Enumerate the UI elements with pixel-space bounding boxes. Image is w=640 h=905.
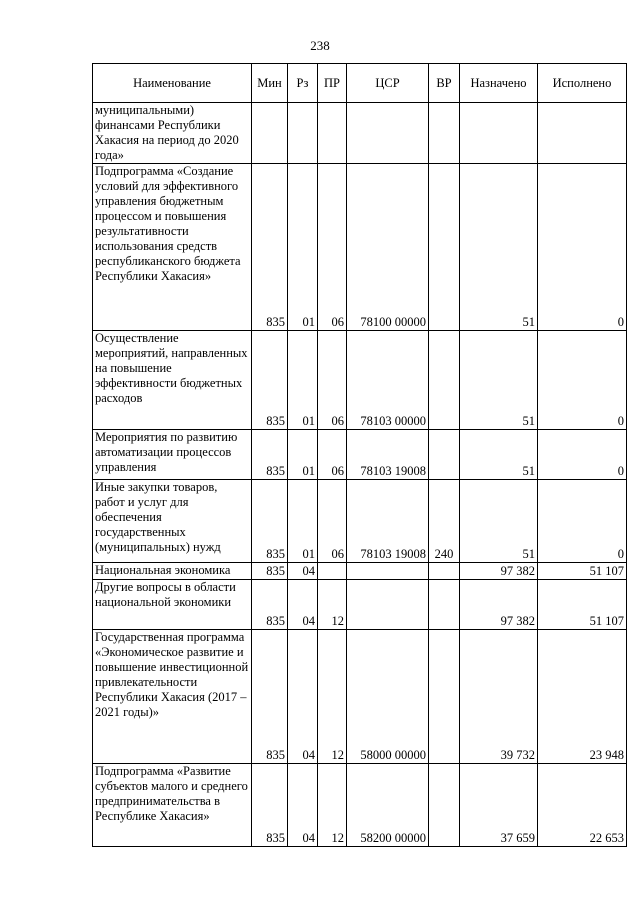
- table-row: [93, 580, 627, 630]
- row-name: Осуществление мероприятий, направленных на повышение эффективности бюджетных расходов: [93, 331, 252, 430]
- row-csr: [347, 103, 429, 164]
- row-vr: [429, 764, 460, 847]
- header-executed: Исполнено: [538, 64, 627, 103]
- table-row: [93, 103, 627, 164]
- row-min: 835: [252, 764, 288, 847]
- budget-table: [92, 63, 627, 847]
- header-min: Мин: [252, 64, 288, 103]
- row-assigned: 51: [460, 430, 538, 480]
- header-csr: ЦСР: [347, 64, 429, 103]
- table-row: [93, 764, 627, 847]
- row-rz: [288, 103, 318, 164]
- row-executed: 51 107: [538, 580, 627, 630]
- table-row: [93, 480, 627, 563]
- row-vr: [429, 103, 460, 164]
- row-min: 835: [252, 630, 288, 764]
- row-executed: 22 653: [538, 764, 627, 847]
- row-executed: 0: [538, 164, 627, 331]
- page-number: 238: [310, 38, 330, 53]
- row-assigned: [460, 103, 538, 164]
- row-pr: [318, 103, 347, 164]
- row-vr: [429, 164, 460, 331]
- header-assigned: Назначено: [460, 64, 538, 103]
- row-min: 835: [252, 563, 288, 580]
- row-executed: 23 948: [538, 630, 627, 764]
- row-csr: 78103 00000: [347, 331, 429, 430]
- row-rz: 04: [288, 764, 318, 847]
- table-row: [93, 164, 627, 331]
- row-assigned: 97 382: [460, 580, 538, 630]
- table-row: [93, 563, 627, 580]
- row-name: Государственная программа «Экономическое развитие и повышение инвестиционной привлекательности Республики Хакасия (2017 – 2021 годы)»: [93, 630, 252, 764]
- row-assigned: 39 732: [460, 630, 538, 764]
- row-vr: 240: [429, 480, 460, 563]
- row-min: 835: [252, 430, 288, 480]
- row-pr: 06: [318, 331, 347, 430]
- row-name: Другие вопросы в области национальной экономики: [93, 580, 252, 630]
- row-csr: 58000 00000: [347, 630, 429, 764]
- row-min: 835: [252, 331, 288, 430]
- row-rz: 01: [288, 164, 318, 331]
- header-pr: ПР: [318, 64, 347, 103]
- row-vr: [429, 630, 460, 764]
- header-rz: Рз: [288, 64, 318, 103]
- row-executed: 0: [538, 331, 627, 430]
- row-name: Подпрограмма «Развитие субъектов малого и среднего предпринимательства в Республике Хакасия»: [93, 764, 252, 847]
- row-csr: [347, 580, 429, 630]
- table-header-row: [93, 64, 627, 103]
- row-rz: 01: [288, 331, 318, 430]
- row-vr: [429, 580, 460, 630]
- row-executed: 0: [538, 480, 627, 563]
- row-pr: 12: [318, 580, 347, 630]
- row-rz: 04: [288, 630, 318, 764]
- row-pr: [318, 563, 347, 580]
- row-rz: 04: [288, 563, 318, 580]
- row-rz: 04: [288, 580, 318, 630]
- row-csr: 78103 19008: [347, 430, 429, 480]
- row-pr: 06: [318, 430, 347, 480]
- row-csr: [347, 563, 429, 580]
- row-rz: 01: [288, 430, 318, 480]
- row-pr: 06: [318, 480, 347, 563]
- row-assigned: 51: [460, 480, 538, 563]
- row-pr: 06: [318, 164, 347, 331]
- row-assigned: 51: [460, 331, 538, 430]
- row-vr: [429, 331, 460, 430]
- row-name: Мероприятия по развитию автоматизации процессов управления: [93, 430, 252, 480]
- header-vr: ВР: [429, 64, 460, 103]
- row-rz: 01: [288, 480, 318, 563]
- header-name: Наименование: [93, 64, 252, 103]
- table-row: [93, 430, 627, 480]
- row-executed: [538, 103, 627, 164]
- row-assigned: 37 659: [460, 764, 538, 847]
- row-min: 835: [252, 480, 288, 563]
- table-row: [93, 630, 627, 764]
- row-name: муниципальными) финансами Республики Хакасия на период до 2020 года»: [93, 103, 252, 164]
- row-csr: 78100 00000: [347, 164, 429, 331]
- row-pr: 12: [318, 630, 347, 764]
- row-csr: 58200 00000: [347, 764, 429, 847]
- row-name: Подпрограмма «Создание условий для эффективного управления бюджетным процессом и повышения результативности использования средств республиканского бюджета Республики Хакасия»: [93, 164, 252, 331]
- row-assigned: 97 382: [460, 563, 538, 580]
- row-assigned: 51: [460, 164, 538, 331]
- row-csr: 78103 19008: [347, 480, 429, 563]
- row-vr: [429, 563, 460, 580]
- table-row: [93, 331, 627, 430]
- row-name: Национальная экономика: [93, 563, 252, 580]
- row-vr: [429, 430, 460, 480]
- row-executed: 51 107: [538, 563, 627, 580]
- row-min: 835: [252, 164, 288, 331]
- row-min: 835: [252, 580, 288, 630]
- row-executed: 0: [538, 430, 627, 480]
- row-name: Иные закупки товаров, работ и услуг для обеспечения государственных (муниципальных) нужд: [93, 480, 252, 563]
- row-min: [252, 103, 288, 164]
- row-pr: 12: [318, 764, 347, 847]
